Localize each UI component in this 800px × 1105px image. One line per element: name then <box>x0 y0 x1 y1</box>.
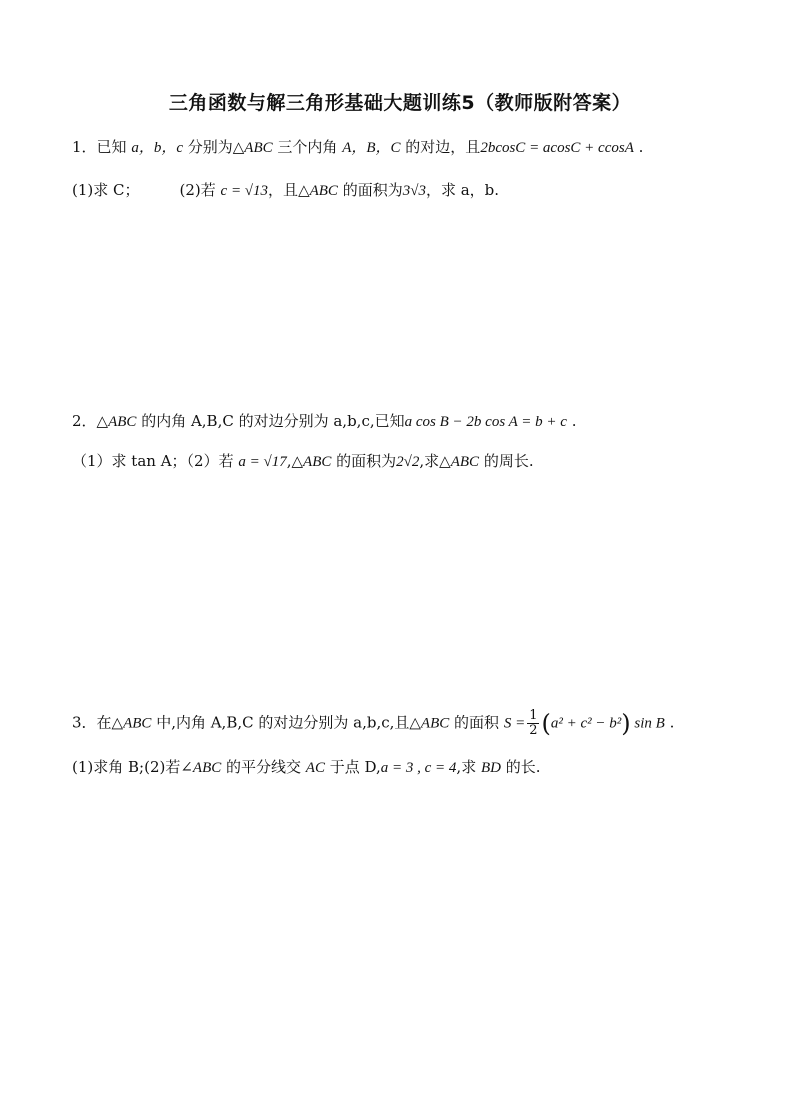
triangle-abc: △ABC <box>439 454 480 470</box>
problem-3-text: 的面积 <box>449 713 504 732</box>
problem-1-part-2: (2)若 <box>179 181 221 199</box>
angle-abc: ∠ABC <box>180 760 222 776</box>
triangle-abc: △ABC <box>232 140 273 156</box>
triangle-abc: △ABC <box>111 715 152 732</box>
problem-1-c-value: c = √13 <box>220 183 269 199</box>
problem-2-a-value: a = √17 <box>238 454 287 470</box>
problem-1-text: ，且 <box>268 181 299 199</box>
problem-3-text: 于点 D, <box>324 758 381 776</box>
problem-1-number: 1．已知 <box>72 138 132 156</box>
right-paren: ) <box>621 709 631 738</box>
triangle-abc: △ABC <box>291 454 332 470</box>
problem-1-text: ，求 a，b. <box>425 181 500 199</box>
problem-1-text: 的面积为 <box>337 181 403 199</box>
problem-1-area: 3√3 <box>402 183 426 199</box>
problem-1-text: 的对边，且 <box>400 138 481 156</box>
problem-1-equation: 2bcosC = acosC + ccosA <box>480 140 634 156</box>
problem-1-part-1: (1)求 C； <box>72 181 140 199</box>
page-title: 三角函数与解三角形基础大题训练5（教师版附答案） <box>168 92 632 114</box>
problem-2-text: 的周长. <box>479 452 534 470</box>
problem-1-questions <box>72 180 499 201</box>
problem-3-text: ,求 <box>456 758 481 776</box>
problem-2-text: 的内角 A,B,C 的对边分别为 a,b,c,已知 <box>136 412 405 430</box>
problem-3-text: 的长. <box>500 758 541 776</box>
triangle-abc: △ABC <box>298 183 338 199</box>
one-half-fraction <box>527 709 539 738</box>
problem-3-part-1: (1)求角 B;(2)若 <box>72 758 181 776</box>
fraction-numerator: 1 <box>529 708 538 723</box>
sine-term: sin B <box>630 715 665 732</box>
problem-1-text: 分别为 <box>182 138 233 156</box>
problem-2-text: 的面积为 <box>331 452 397 470</box>
problem-3-text: 的平分线交 <box>221 758 306 776</box>
problem-2-area: 2√2 <box>396 454 420 470</box>
problem-3-number: 3．在 <box>72 713 112 732</box>
problem-1-sides: a，b，c <box>131 140 183 156</box>
problem-2-questions <box>72 451 534 472</box>
triangle-abc: △ABC <box>409 715 450 732</box>
problem-1-text: 三个内角 <box>272 138 343 156</box>
problem-1-statement <box>72 137 643 158</box>
problem-3-statement <box>72 709 674 738</box>
side-values: a = 3 , c = 4 <box>380 760 457 776</box>
segment-bd: BD <box>480 760 501 776</box>
problem-1-angles: A，B，C <box>342 140 401 156</box>
problem-2-text: , <box>286 452 292 470</box>
area-symbol: S = <box>503 715 526 732</box>
problem-2-number: 2． <box>72 412 97 430</box>
segment-ac: AC <box>305 760 325 776</box>
problem-3-expression: a² + c² − b² <box>550 715 622 732</box>
problem-3-text: . <box>664 713 675 732</box>
problem-2-text: . <box>566 412 577 430</box>
problem-2-part-2: （2）若 <box>186 452 239 470</box>
problem-2-part-1: （1）求 tan A； <box>72 452 187 470</box>
triangle-abc: △ABC <box>96 414 137 430</box>
problem-3-questions <box>72 757 541 778</box>
problem-3-text: 中,内角 A,B,C 的对边分别为 a,b,c,且 <box>151 713 410 732</box>
problem-2-equation: a cos B − 2b cos A = b + c <box>404 414 567 430</box>
left-paren: ( <box>541 709 551 738</box>
problem-2-statement <box>72 411 576 432</box>
problem-1-text: . <box>633 138 644 156</box>
fraction-denominator: 2 <box>529 723 538 738</box>
problem-2-text: ,求 <box>419 452 440 470</box>
